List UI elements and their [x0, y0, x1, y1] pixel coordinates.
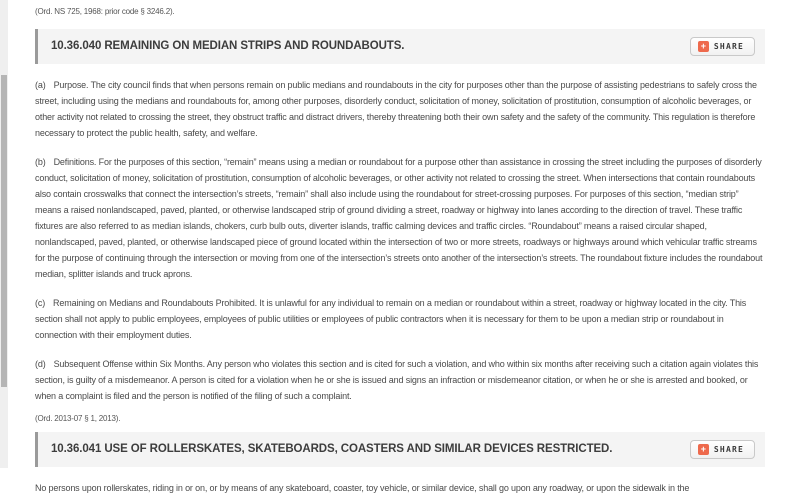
- scrollbar-thumb[interactable]: [1, 75, 7, 387]
- code-paragraph-b: [35, 154, 765, 282]
- share-plus-icon: +: [698, 444, 709, 455]
- share-button[interactable]: [690, 440, 755, 459]
- share-button-label: SHARE: [713, 42, 744, 51]
- ordinance-citation-section-end: (Ord. 2013-07 § 1, 2013).: [35, 414, 121, 423]
- code-paragraph-a: [35, 77, 765, 141]
- ordinance-citation-top: (Ord. NS 725, 1968: prior code § 3246.2).: [35, 7, 175, 16]
- share-button[interactable]: [690, 37, 755, 56]
- code-paragraph-c: [35, 295, 765, 343]
- paragraph-label: (b): [35, 157, 46, 167]
- section-heading-10-36-040: [35, 29, 765, 64]
- paragraph-label: (a): [35, 80, 46, 90]
- section-heading-title: 10.36.040 REMAINING ON MEDIAN STRIPS AND ROUNDABOUTS.: [51, 40, 405, 52]
- paragraph-text: No persons upon rollerskates, riding in or on, or by means of any skateboard, coaster, toy vehicle, or similar device, shall go upon any roadway, or upon the sidewalk in the: [35, 483, 690, 493]
- paragraph-text: Purpose. The city council finds that when persons remain on public medians and roundabouts in the city for purposes other than the purpose of assisting pedestrians to safely cross the street, including using the medians and roundabouts for, among other purposes, disorderly conduct, solicitation of money, solicitation of prostitution, consumption of alcoholic beverages, or other activity not related to crossing the street, they obstruct traffic and distract drivers, thereby threatening both their own safety and the safety of the community. This regulation is therefore necessary to protect the public health, safety, and welfare.: [35, 80, 757, 138]
- code-paragraph-d: [35, 356, 765, 404]
- paragraph-text: Remaining on Medians and Roundabouts Prohibited. It is unlawful for any individual to remain on a median or roundabout within a street, roadway or highway located in the city. This section shall not apply to public employees, employees of public utilities or employees of public contractors when it is necessary for them to be upon a median strip or roundabout in connection with their employment duties.: [35, 298, 747, 340]
- paragraph-text: Definitions. For the purposes of this section, “remain” means using a median or roundabout for a purpose other than assistance in crossing the street including the purposes of disorderly conduct, solicitation of money, solicitation of prostitution, consumption of alcoholic beverages, or other activity not related to crossing the street. When intersections that contain roundabouts also contain crosswalks that connect the intersection’s streets, “remain” shall also include using the roundabout for street-crossing purposes. For purposes of this section, “median strip” means a raised nonlandscaped, paved, planted, or otherwise landscaped strip of ground dividing a street, roadway or highway into lanes according to the direction of travel. These traffic fixtures are also referred to as median islands, chokers, curb bulb outs, diverter islands, traffic calming devices and traffic circles. “Roundabout” means a raised circular shaped, nonlandscaped, paved, planted, or otherwise landscaped piece of ground located within the intersection of two or more streets, roadways or highways around which vehicular traffic streams for the purpose of continuing through the intersection or moving from one of the intersection’s streets onto another of the intersection’s streets. The roundabout fixture includes the roundabout median, splitter islands and truck aprons.: [35, 157, 763, 279]
- paragraph-label: (c): [35, 298, 46, 308]
- code-paragraph-rollerskates: [35, 480, 765, 496]
- share-button-label: SHARE: [713, 445, 744, 454]
- paragraph-label: (d): [35, 359, 46, 369]
- paragraph-text: Subsequent Offense within Six Months. Any person who violates this section and is cited for such a violation, and who within six months after receiving such a citation again violates this section, is guilty of a misdemeanor. A person is cited for a violation when he or she is issued and signs an infraction or misdemeanor citation, or when he or she is arrested and booked, or when a complaint is filed and the person is notified of the filing of such a complaint.: [35, 359, 759, 401]
- section-heading-10-36-041: [35, 432, 765, 467]
- left-scrollbar[interactable]: [0, 0, 8, 468]
- section-heading-title: 10.36.041 USE OF ROLLERSKATES, SKATEBOARDS, COASTERS AND SIMILAR DEVICES RESTRICTED.: [51, 443, 613, 455]
- share-plus-icon: +: [698, 41, 709, 52]
